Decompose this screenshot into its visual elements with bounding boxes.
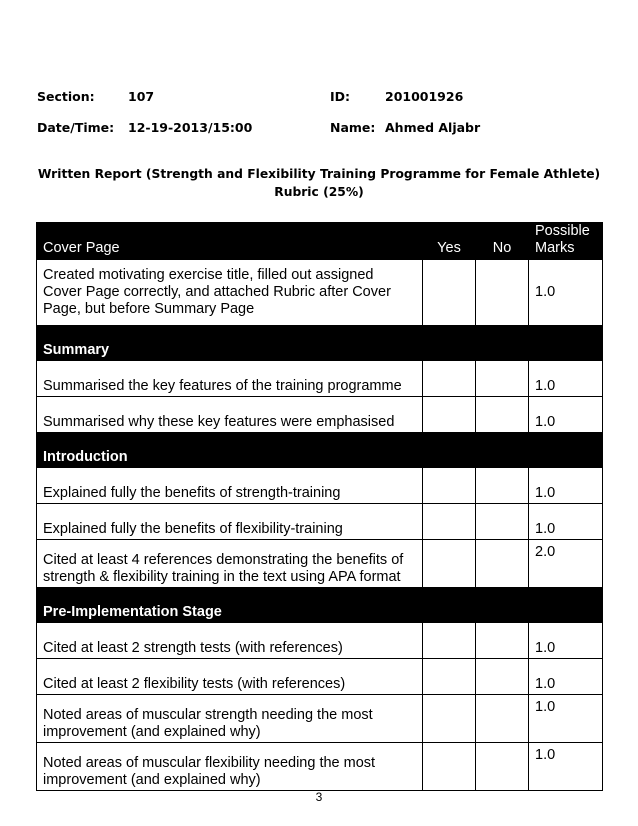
yes-cell[interactable]	[423, 623, 476, 659]
table-row	[37, 695, 603, 743]
header-yes: Yes	[423, 223, 476, 260]
criterion-cell: Cited at least 2 strength tests (with references)	[37, 623, 423, 659]
table-row	[37, 260, 603, 326]
criterion-cell: Summarised the key features of the training programme	[37, 361, 423, 397]
table-row	[37, 659, 603, 695]
section-blank-cell	[476, 433, 529, 468]
yes-cell[interactable]	[423, 468, 476, 504]
section-title: Summary	[37, 326, 423, 361]
section-blank-cell	[476, 326, 529, 361]
yes-cell[interactable]	[423, 659, 476, 695]
header-marks-line1: Possible	[535, 223, 590, 239]
yes-cell[interactable]	[423, 695, 476, 743]
no-cell[interactable]	[476, 504, 529, 540]
marks-cell: 1.0	[529, 659, 603, 695]
criterion-cell: Cited at least 2 flexibility tests (with references)	[37, 659, 423, 695]
section-row-introduction	[37, 433, 603, 468]
report-title-line2: Rubric (25%)	[274, 185, 364, 199]
name-label: Name:	[330, 120, 376, 135]
id-label: ID:	[330, 89, 351, 104]
table-row	[37, 504, 603, 540]
rubric-table	[36, 222, 603, 791]
section-title: Introduction	[37, 433, 423, 468]
criterion-cell: Explained fully the benefits of strength-training	[37, 468, 423, 504]
header-possible-marks	[529, 223, 603, 260]
no-cell[interactable]	[476, 743, 529, 791]
marks-cell: 1.0	[529, 361, 603, 397]
no-cell[interactable]	[476, 397, 529, 433]
no-cell[interactable]	[476, 659, 529, 695]
table-row	[37, 397, 603, 433]
criterion-cell: Noted areas of muscular flexibility needing the most improvement (and explained why)	[37, 743, 423, 791]
yes-cell[interactable]	[423, 361, 476, 397]
section-row-summary	[37, 326, 603, 361]
table-header-row	[37, 223, 603, 260]
report-title	[20, 165, 618, 201]
section-blank-cell	[529, 433, 603, 468]
marks-cell: 1.0	[529, 260, 603, 326]
id-value: 201001926	[385, 89, 464, 104]
yes-cell[interactable]	[423, 260, 476, 326]
table-row	[37, 743, 603, 791]
marks-cell: 1.0	[529, 397, 603, 433]
section-blank-cell	[423, 433, 476, 468]
marks-cell: 1.0	[529, 695, 603, 743]
datetime-value: 12-19-2013/15:00	[128, 120, 253, 135]
marks-cell: 1.0	[529, 623, 603, 659]
section-blank-cell	[529, 588, 603, 623]
criterion-cell: Summarised why these key features were emphasised	[37, 397, 423, 433]
datetime-label: Date/Time:	[37, 120, 115, 135]
no-cell[interactable]	[476, 540, 529, 588]
section-value: 107	[128, 89, 155, 104]
table-row	[37, 468, 603, 504]
marks-cell: 1.0	[529, 504, 603, 540]
no-cell[interactable]	[476, 468, 529, 504]
yes-cell[interactable]	[423, 743, 476, 791]
yes-cell[interactable]	[423, 540, 476, 588]
criterion-cell: Created motivating exercise title, filled out assigned Cover Page correctly, and attached Rubric after Cover Page, but before Summary Page	[37, 260, 423, 326]
header-marks-line2: Marks	[535, 240, 575, 256]
criterion-cell: Cited at least 4 references demonstrating the benefits of strength & flexibility training in the text using APA format	[37, 540, 423, 588]
section-blank-cell	[423, 588, 476, 623]
section-blank-cell	[476, 588, 529, 623]
yes-cell[interactable]	[423, 504, 476, 540]
name-value: Ahmed Aljabr	[385, 120, 481, 135]
header-no: No	[476, 223, 529, 260]
no-cell[interactable]	[476, 361, 529, 397]
header-cover-page: Cover Page	[37, 223, 423, 260]
table-row	[37, 361, 603, 397]
section-blank-cell	[423, 326, 476, 361]
criterion-cell: Explained fully the benefits of flexibility-training	[37, 504, 423, 540]
section-blank-cell	[529, 326, 603, 361]
no-cell[interactable]	[476, 695, 529, 743]
no-cell[interactable]	[476, 260, 529, 326]
table-row	[37, 540, 603, 588]
report-title-line1: Written Report (Strength and Flexibility Training Programme for Female Athlete)	[37, 167, 601, 181]
criterion-cell: Noted areas of muscular strength needing the most improvement (and explained why)	[37, 695, 423, 743]
section-title: Pre-Implementation Stage	[37, 588, 423, 623]
no-cell[interactable]	[476, 623, 529, 659]
marks-cell: 1.0	[529, 743, 603, 791]
page-number: 3	[315, 790, 323, 804]
section-row-pre-implementation	[37, 588, 603, 623]
yes-cell[interactable]	[423, 397, 476, 433]
marks-cell: 2.0	[529, 540, 603, 588]
marks-cell: 1.0	[529, 468, 603, 504]
table-row	[37, 623, 603, 659]
section-label: Section:	[37, 89, 95, 104]
